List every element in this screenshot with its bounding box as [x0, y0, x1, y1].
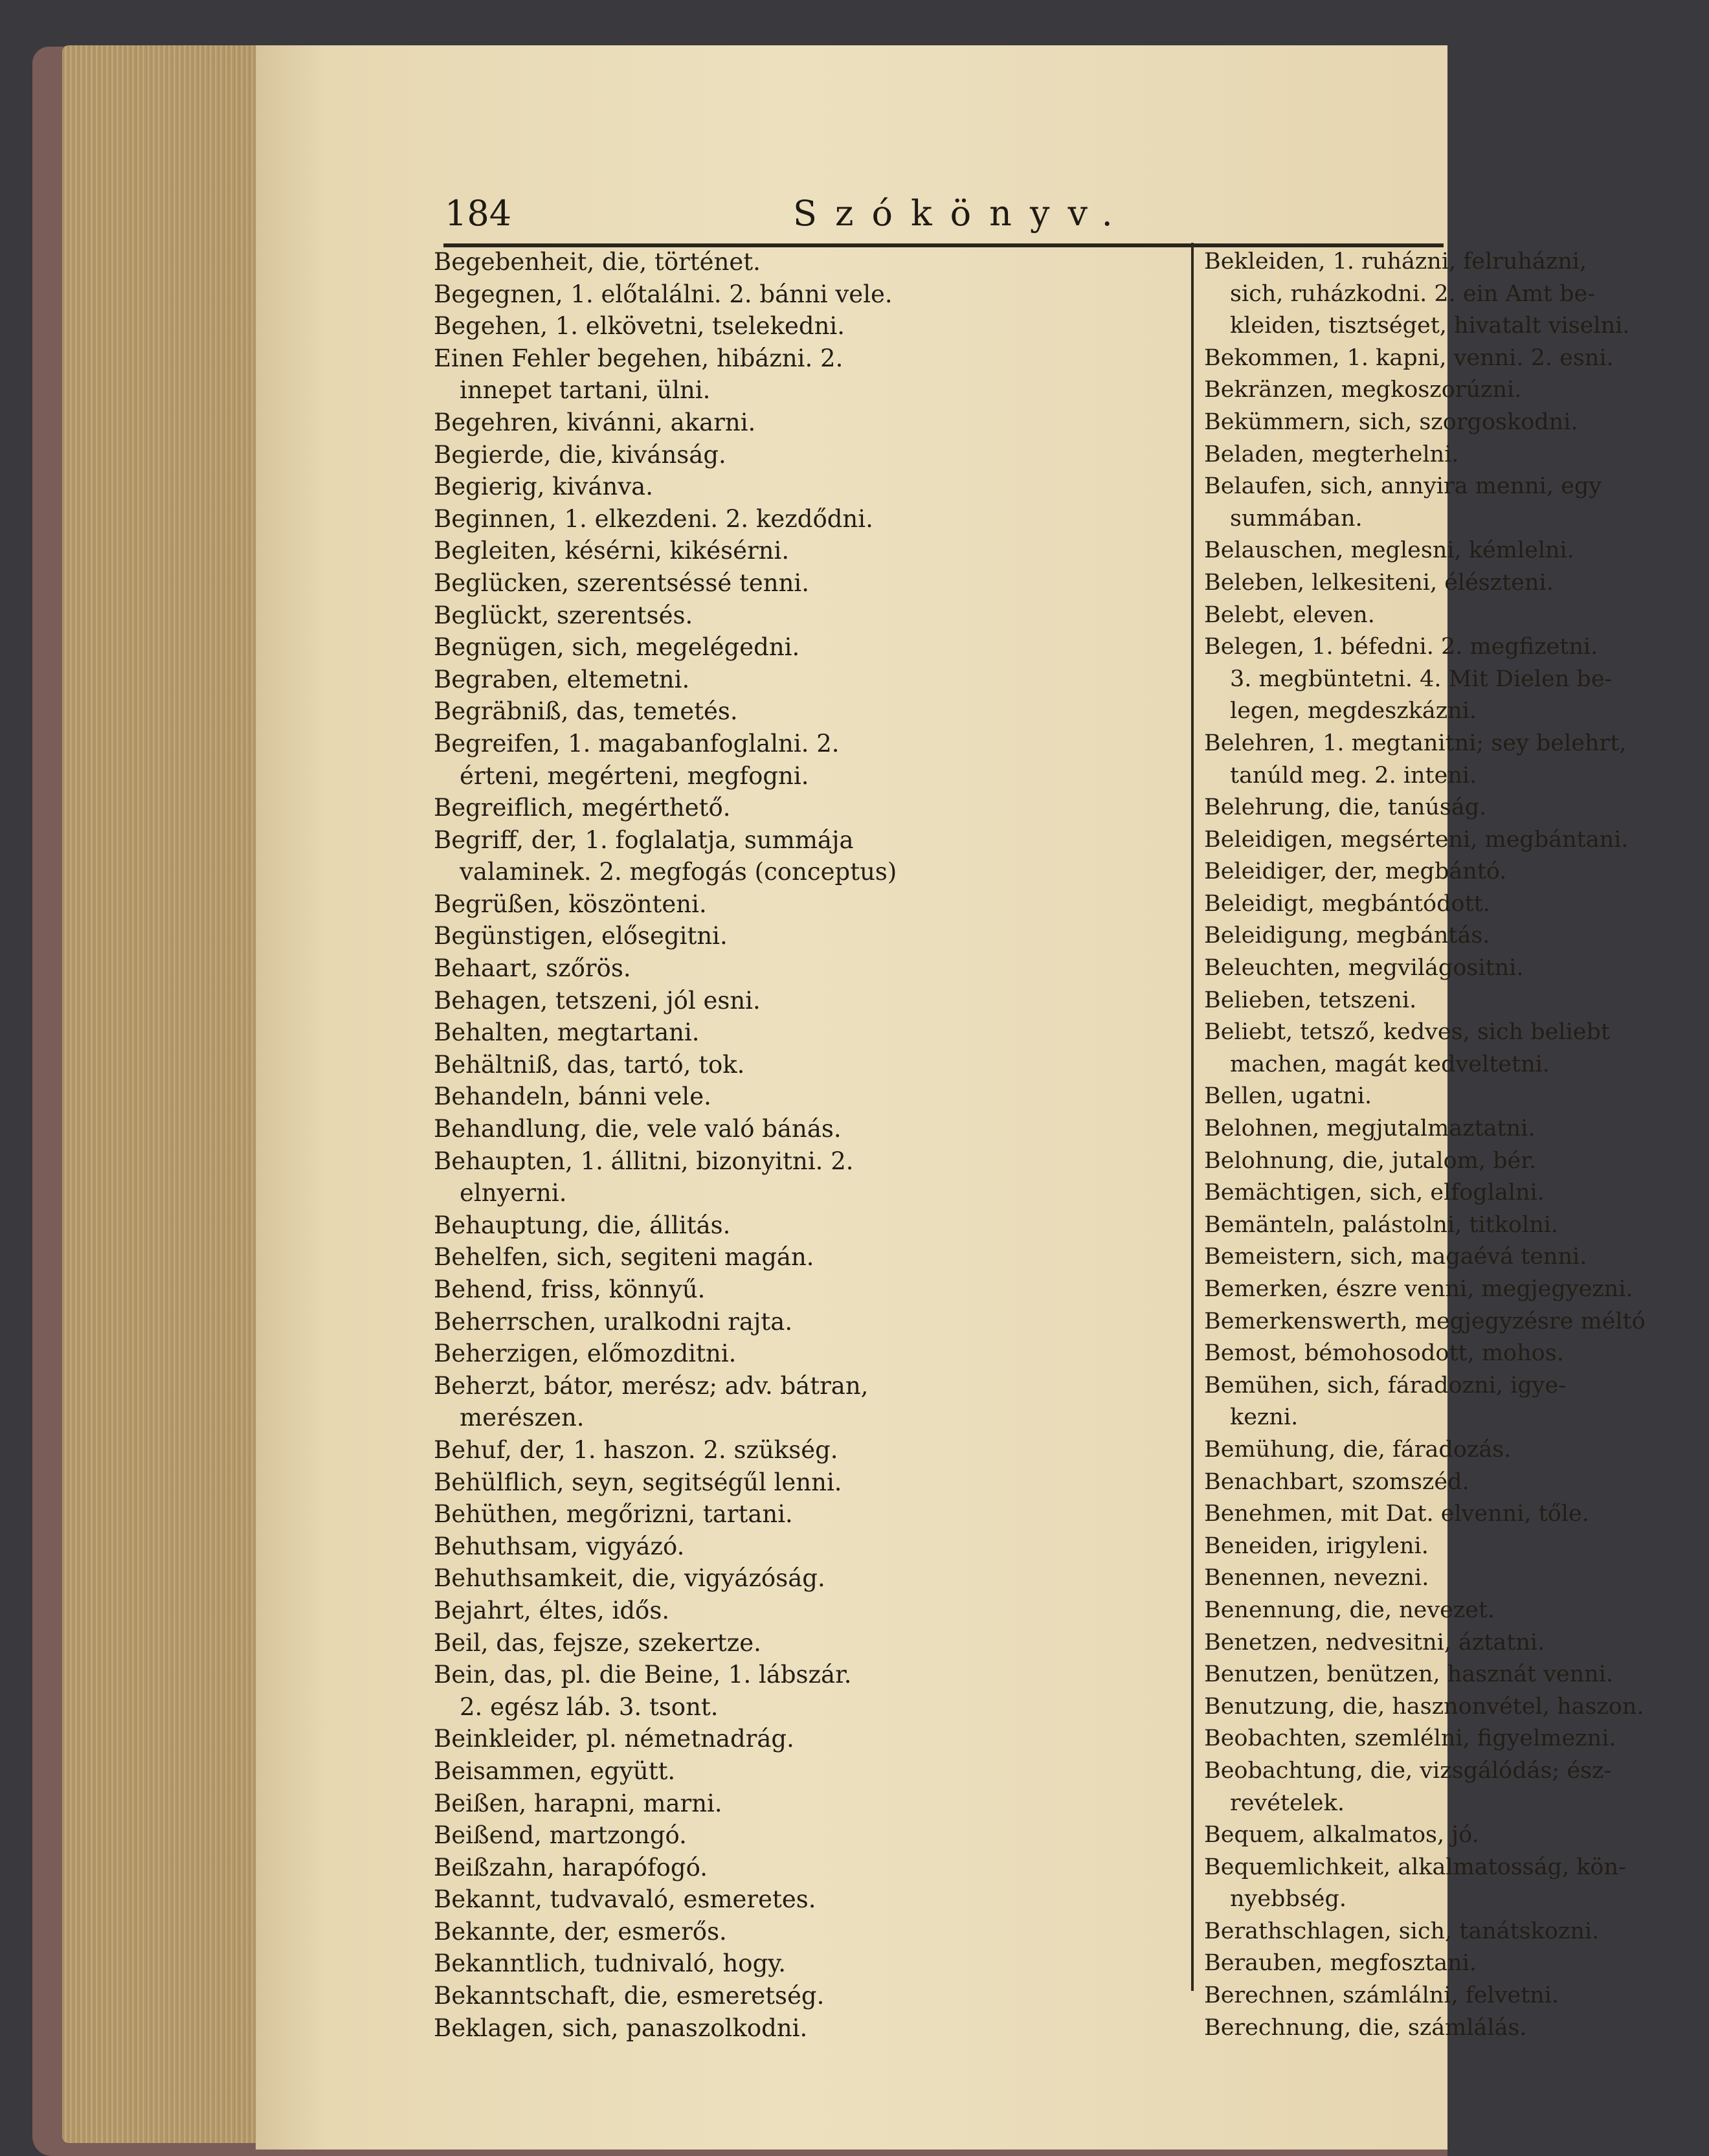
dictionary-entry: Beginnen, 1. elkezdeni. 2. kezdődni.: [434, 504, 873, 533]
dictionary-entry: Belieben, tetszeni.: [1204, 987, 1417, 1013]
column-divider: [1191, 243, 1194, 1991]
dictionary-entry: Bekanntlich, tudnivaló, hogy.: [434, 1949, 787, 1978]
dictionary-entry: Begünstigen, elősegitni.: [434, 922, 728, 950]
dictionary-entry: Benutzung, die, hasznonvétel, haszon.: [1204, 1693, 1644, 1720]
dictionary-entry: Beleidigen, megsérteni, megbántani.: [1204, 826, 1629, 853]
dictionary-entry: Bemänteln, palástolni, titkolni.: [1204, 1211, 1559, 1238]
dictionary-entry: Bemühung, die, fáradozás.: [1204, 1436, 1512, 1463]
dictionary-entry: Beklagen, sich, panaszolkodni.: [434, 2014, 808, 2042]
dictionary-entry: Beneiden, irigyleni.: [1204, 1533, 1429, 1559]
dictionary-entry: Bellen, ugatni.: [1204, 1083, 1372, 1110]
entry-continuation: merészen.: [460, 1404, 585, 1432]
dictionary-entry: Benehmen, mit Dat. elvenni, tőle.: [1204, 1501, 1589, 1527]
dictionary-page: [256, 45, 1646, 2150]
entry-continuation: innepet tartani, ülni.: [460, 376, 711, 405]
dictionary-entry: Belohnen, megjutalmaztatni.: [1204, 1116, 1536, 1142]
dictionary-entry: Bekleiden, 1. ruházni, felruházni,: [1204, 249, 1587, 275]
dictionary-entry: Behandeln, bánni vele.: [434, 1083, 711, 1111]
dictionary-entry: Behaart, szőrös.: [434, 954, 631, 983]
dictionary-entry: Behuthsamkeit, die, vigyázóság.: [434, 1564, 825, 1593]
dictionary-entry: Beleidiger, der, megbántó.: [1204, 859, 1507, 885]
dictionary-entry: Benetzen, nedvesitni, áztatni.: [1204, 1629, 1545, 1656]
dictionary-entry: Bemerkenswerth, megjegyzésre méltó: [1204, 1308, 1646, 1334]
dictionary-entry: Belegen, 1. béfedni. 2. megfizetni.: [1204, 634, 1598, 660]
dictionary-entry: Bemühen, sich, fáradozni, igye-: [1204, 1372, 1566, 1398]
dictionary-entry: Begehen, 1. elkövetni, tselekedni.: [434, 312, 845, 341]
dictionary-entry: Benutzen, benützen, hasznát venni.: [1204, 1661, 1614, 1688]
dictionary-entry: Behältniß, das, tartó, tok.: [434, 1050, 745, 1079]
dictionary-entry: Belehrung, die, tanúság.: [1204, 794, 1487, 821]
dictionary-entry: Beißzahn, harapófogó.: [434, 1853, 708, 1881]
dictionary-entry: Beherrschen, uralkodni rajta.: [434, 1307, 793, 1336]
entry-continuation: kleiden, tisztséget, hivatalt viselni.: [1230, 313, 1630, 339]
dictionary-entry: Berechnen, számlálni, felvetni.: [1204, 1982, 1559, 2009]
dictionary-entry: Berechnung, die, számlálás.: [1204, 2014, 1527, 2041]
dictionary-entry: Bemerken, észre venni, megjegyezni.: [1204, 1276, 1633, 1302]
dictionary-entry: Benachbart, szomszéd.: [1204, 1468, 1469, 1495]
right-column: [1204, 246, 1709, 2044]
dictionary-entry: Einen Fehler begehen, hibázni. 2.: [434, 344, 843, 372]
dictionary-entry: Bemost, bémohosodott, mohos.: [1204, 1340, 1564, 1367]
dictionary-entry: Behuf, der, 1. haszon. 2. szükség.: [434, 1435, 838, 1464]
dictionary-entry: Belaufen, sich, annyira menni, egy: [1204, 473, 1602, 500]
entry-continuation: 2. egész láb. 3. tsont.: [460, 1692, 719, 1721]
entry-continuation: kezni.: [1230, 1404, 1299, 1431]
dictionary-entry: Bequemlichkeit, alkalmatosság, kön-: [1204, 1854, 1626, 1880]
dictionary-entry: Beleidigung, megbántás.: [1204, 923, 1490, 949]
dictionary-entry: Begierig, kivánva.: [434, 473, 653, 501]
dictionary-entry: Behülflich, seyn, segitségűl lenni.: [434, 1468, 842, 1496]
dictionary-entry: Begraben, eltemetni.: [434, 665, 690, 693]
dictionary-entry: Bein, das, pl. die Beine, 1. lábszár.: [434, 1661, 852, 1689]
dictionary-entry: Begebenheit, die, történet.: [434, 248, 761, 276]
entry-continuation: machen, magát kedveltetni.: [1230, 1051, 1550, 1077]
page-edges: [62, 45, 256, 2143]
dictionary-entry: Beißen, harapni, marni.: [434, 1789, 722, 1817]
dictionary-entry: Behüthen, megőrizni, tartani.: [434, 1500, 793, 1529]
entry-continuation: valaminek. 2. megfogás (conceptus): [460, 858, 897, 886]
dictionary-entry: Beobachten, szemlélni, figyelmezni.: [1204, 1725, 1616, 1752]
entry-continuation: sich, ruházkodni. 2. ein Amt be-: [1230, 280, 1596, 307]
entry-continuation: 3. megbüntetni. 4. Mit Dielen be-: [1230, 666, 1613, 692]
dictionary-entry: Begräbniß, das, temetés.: [434, 697, 738, 726]
dictionary-entry: Begierde, die, kivánság.: [434, 440, 726, 469]
dictionary-entry: Berauben, megfosztani.: [1204, 1950, 1477, 1977]
dictionary-entry: Behuthsam, vigyázó.: [434, 1532, 685, 1560]
dictionary-entry: Beleuchten, megvilágositni.: [1204, 955, 1524, 982]
dictionary-entry: Begegnen, 1. előtalálni. 2. bánni vele.: [434, 280, 893, 308]
dictionary-entry: Begriff, der, 1. foglalatja, summája: [434, 825, 854, 854]
dictionary-entry: Beißend, martzongó.: [434, 1821, 687, 1850]
entry-continuation: revételek.: [1230, 1790, 1345, 1816]
entry-continuation: elnyerni.: [460, 1179, 567, 1207]
dictionary-entry: Behend, friss, könnyű.: [434, 1275, 706, 1303]
dictionary-entry: Bemeistern, sich, magaévá tenni.: [1204, 1244, 1587, 1270]
dictionary-entry: Behandlung, die, vele való bánás.: [434, 1115, 842, 1143]
dictionary-entry: Belauschen, meglesni, kémlelni.: [1204, 537, 1574, 564]
page-number: 184: [445, 193, 512, 234]
dictionary-entry: Beliebt, tetsző, kedves, sich beliebt: [1204, 1019, 1610, 1046]
dictionary-entry: Begehren, kivánni, akarni.: [434, 408, 756, 436]
dictionary-entry: Behaupten, 1. állitni, bizonyitni. 2.: [434, 1147, 854, 1175]
entry-continuation: summában.: [1230, 505, 1363, 532]
dictionary-entry: Bekümmern, sich, szorgoskodni.: [1204, 409, 1578, 435]
entry-continuation: tanúld meg. 2. inteni.: [1230, 762, 1477, 789]
dictionary-entry: Bekannt, tudvavaló, esmeretes.: [434, 1885, 816, 1914]
dictionary-entry: Behelfen, sich, segiteni magán.: [434, 1243, 814, 1272]
dictionary-entry: Beobachtung, die, vizsgálódás; ész-: [1204, 1757, 1612, 1784]
dictionary-entry: Belehren, 1. megtanitni; sey belehrt,: [1204, 730, 1627, 756]
dictionary-entry: Bequem, alkalmatos, jó.: [1204, 1822, 1479, 1848]
entry-continuation: nyebbség.: [1230, 1886, 1347, 1913]
entry-continuation: érteni, megérteni, megfogni.: [460, 761, 809, 790]
dictionary-entry: Behalten, megtartani.: [434, 1018, 700, 1047]
dictionary-entry: Beladen, megterhelni.: [1204, 441, 1459, 467]
dictionary-entry: Beleidigt, megbántódott.: [1204, 890, 1490, 917]
dictionary-entry: Beil, das, fejsze, szekertze.: [434, 1628, 761, 1657]
dictionary-entry: Bejahrt, éltes, idős.: [434, 1596, 670, 1624]
dictionary-entry: Begreiflich, megérthető.: [434, 794, 731, 822]
dictionary-entry: Begreifen, 1. magabanfoglalni. 2.: [434, 729, 840, 758]
dictionary-entry: Bekannte, der, esmerős.: [434, 1917, 727, 1946]
dictionary-entry: Begnügen, sich, megelégedni.: [434, 633, 800, 662]
dictionary-entry: Behagen, tetszeni, jól esni.: [434, 986, 761, 1015]
dictionary-entry: Begleiten, késérni, kikésérni.: [434, 537, 790, 565]
dictionary-entry: Benennen, nevezni.: [1204, 1565, 1429, 1591]
dictionary-entry: Beherzt, bátor, merész; adv. bátran,: [434, 1371, 869, 1400]
dictionary-entry: Belebt, eleven.: [1204, 601, 1375, 628]
dictionary-entry: Beinkleider, pl. németnadrág.: [434, 1725, 794, 1753]
dictionary-entry: Beglückt, szerentsés.: [434, 601, 693, 629]
dictionary-entry: Belohnung, die, jutalom, bér.: [1204, 1147, 1537, 1174]
entry-continuation: legen, megdeszkázni.: [1230, 698, 1477, 724]
dictionary-entry: Berathschlagen, sich, tanátskozni.: [1204, 1918, 1600, 1944]
dictionary-entry: Bekanntschaft, die, esmeretség.: [434, 1982, 825, 2010]
dictionary-entry: Bekränzen, megkoszorúzni.: [1204, 377, 1522, 403]
dictionary-entry: Beherzigen, előmozditni.: [434, 1340, 737, 1368]
dictionary-entry: Beisammen, együtt.: [434, 1757, 676, 1785]
running-title: Szókönyv.: [793, 193, 1131, 234]
dictionary-entry: Benennung, die, nevezet.: [1204, 1597, 1495, 1623]
left-column: [434, 246, 1185, 2044]
dictionary-entry: Behauptung, die, állitás.: [434, 1211, 731, 1239]
page-header: [256, 142, 1447, 234]
dictionary-entry: Begrüßen, köszönteni.: [434, 890, 707, 918]
dictionary-entry: Bekommen, 1. kapni, venni. 2. esni.: [1204, 344, 1614, 371]
dictionary-entry: Beglücken, szerentséssé tenni.: [434, 568, 810, 597]
dictionary-entry: Bemächtigen, sich, elfoglalni.: [1204, 1180, 1545, 1206]
dictionary-entry: Beleben, lelkesiteni, élészteni.: [1204, 569, 1554, 596]
